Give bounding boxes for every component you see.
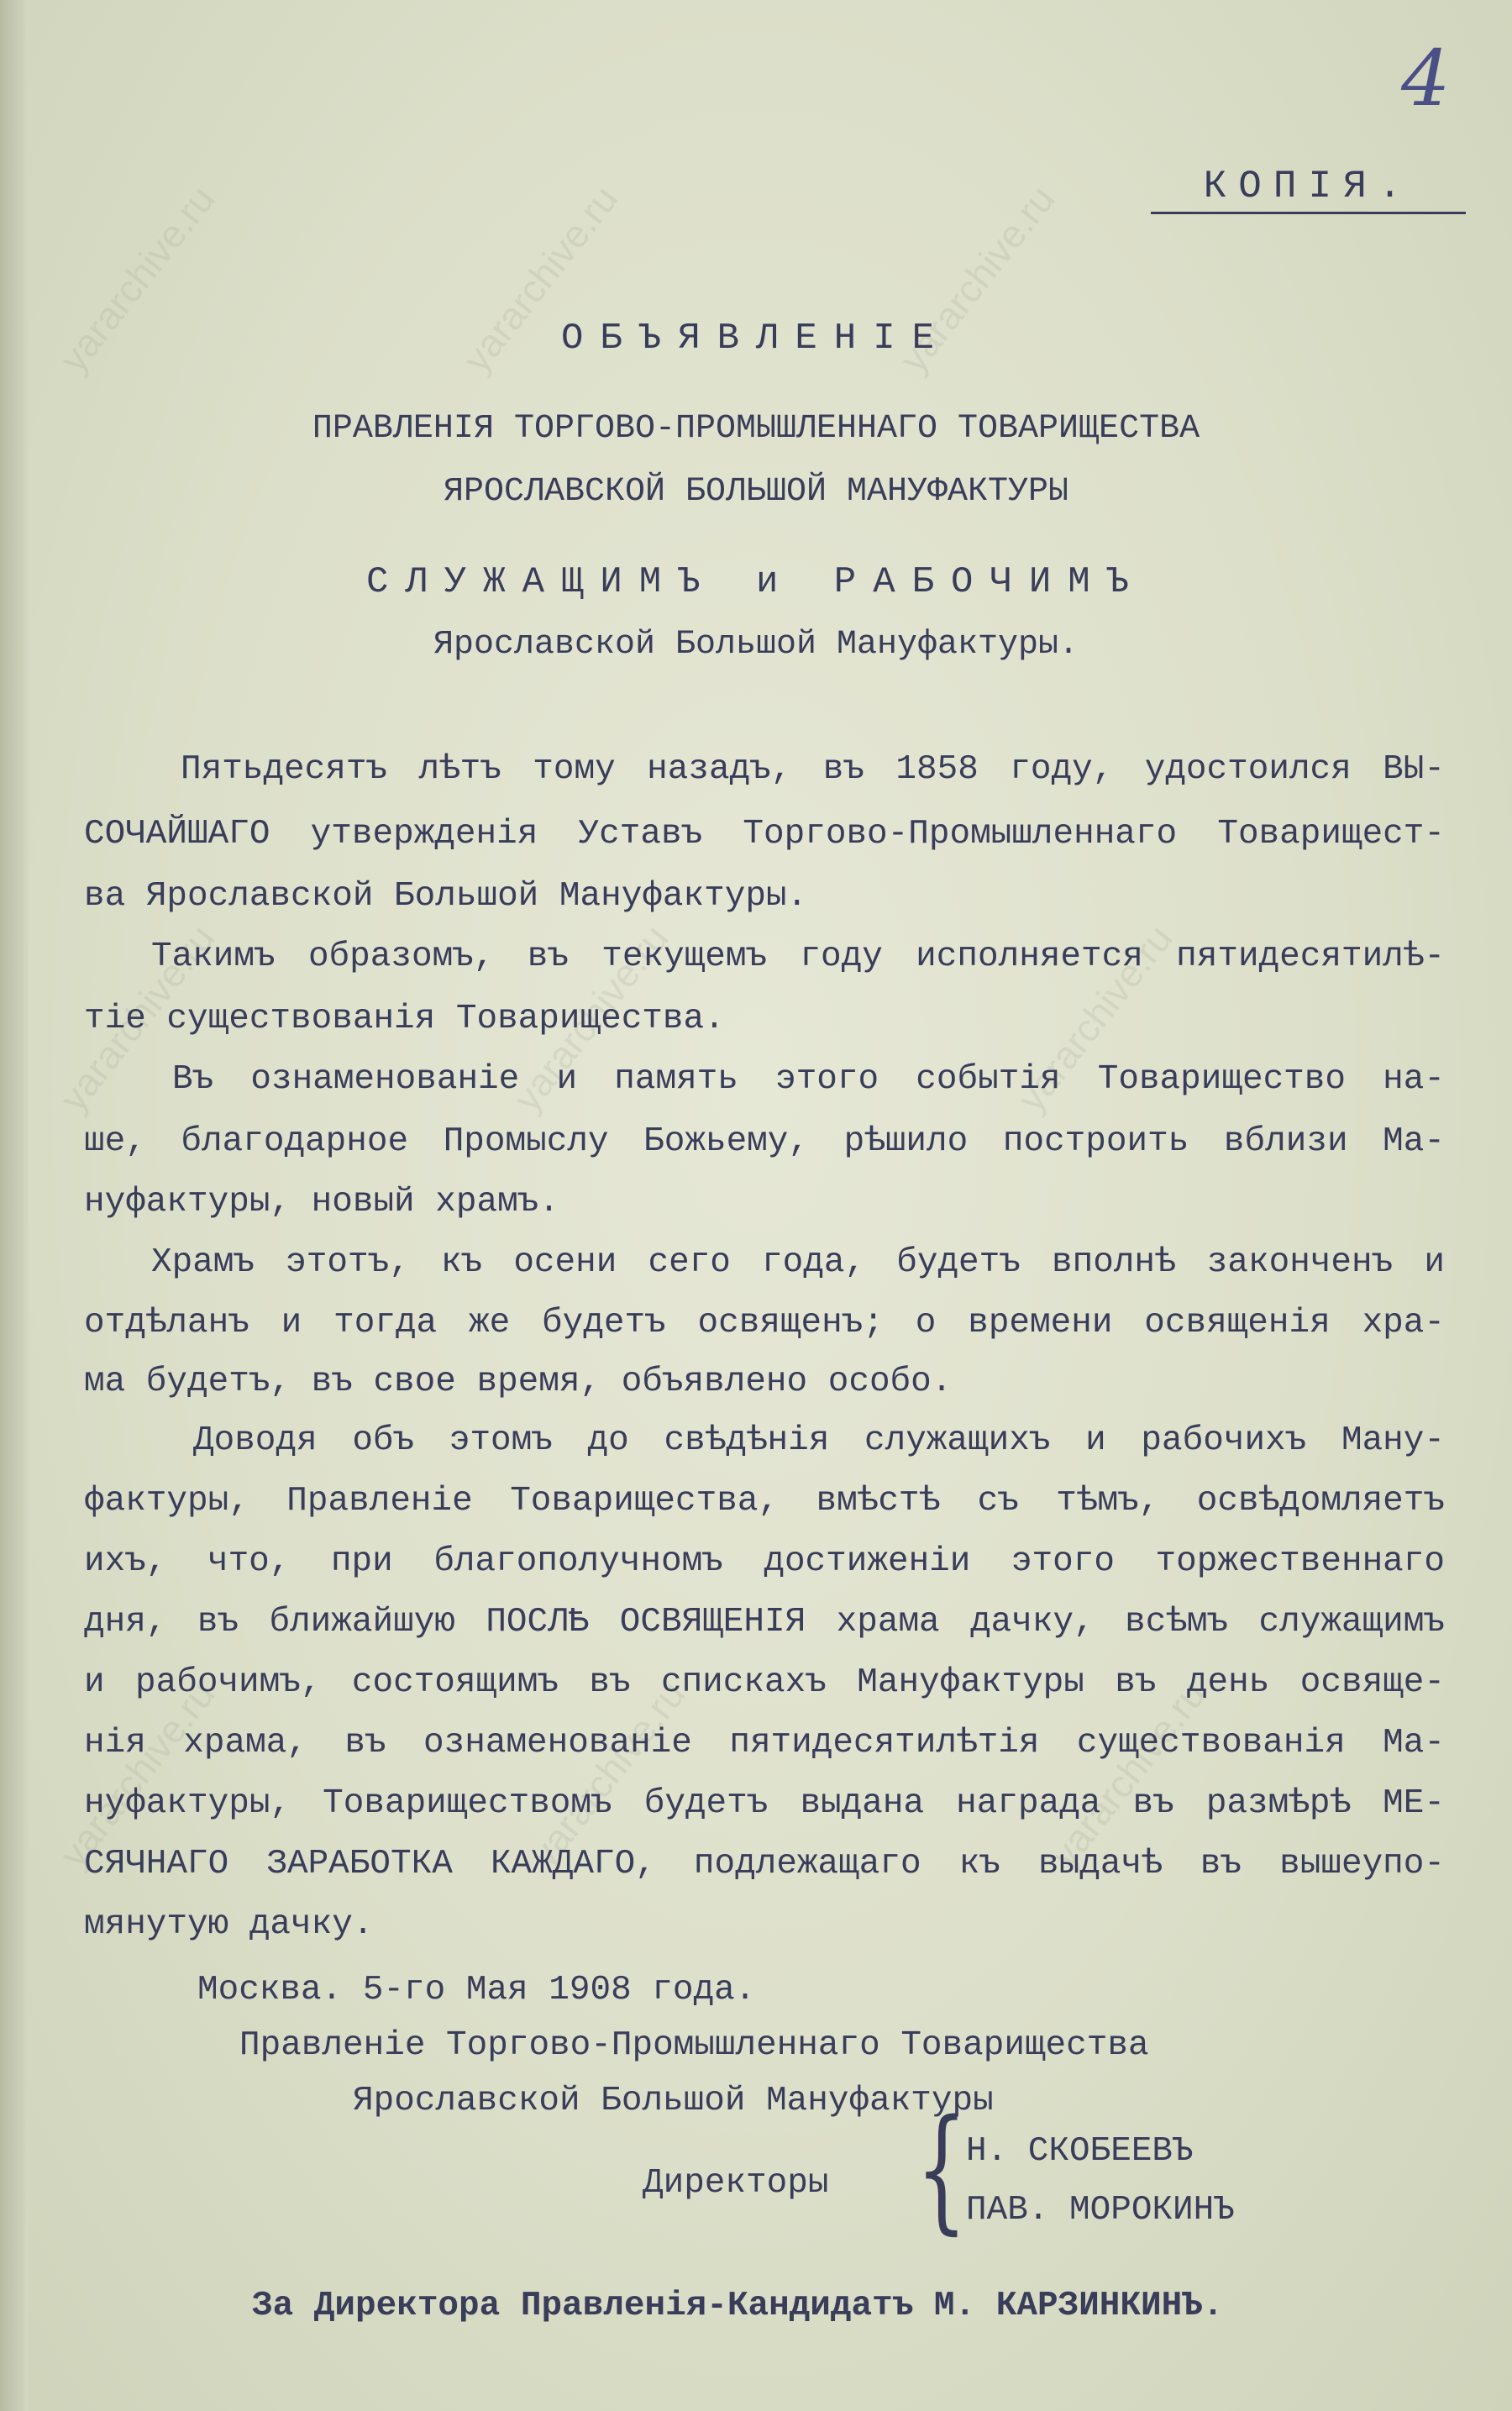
body-line: ма будетъ, въ свое время, объявлено особо. [84,1363,953,1401]
body-line: Въ ознаменованіе и память этого событія Товарищество на- [172,1060,1445,1099]
body-line: нія храма, въ ознаменованіе пятидесятилѣтія существованія Ма- [84,1724,1445,1762]
body-line: Пятьдесятъ лѣтъ тому назадъ, въ 1858 году, удостоился ВЫ- [181,750,1445,789]
body-line: и рабочимъ, состоящимъ въ спискахъ Мануфактуры въ день освяще- [84,1663,1445,1702]
watermark-text: yararchive.ru [454,177,627,381]
page-edge [0,0,29,2411]
addressee-line-2: Ярославской Большой Мануфактуры. [433,626,1079,664]
issuer-line-2: ЯРОСЛАВСКОЙ БОЛЬШОЙ МАНУФАКТУРЫ [443,473,1069,511]
board-line-1: Правленіе Торгово-Промышленнаго Товарищества [239,2026,1149,2065]
document-title: ОБЪЯВЛЕНІЕ [560,318,952,360]
acting-director-line: За Директора Правленія-Кандидатъ М. КАРЗИНКИНЪ. [252,2287,1224,2325]
body-line: ихъ, что, при благополучномъ достиженіи этого торжественнаго [84,1542,1445,1581]
director-2: ПАВ. МОРОКИНЪ [966,2191,1235,2230]
watermark-text: yararchive.ru [50,1673,223,1876]
watermark-text: yararchive.ru [50,177,223,381]
body-line: Храмъ этотъ, къ осени сего года, будетъ вполнѣ законченъ и [151,1243,1445,1282]
body-line: отдѣланъ и тогда же будетъ освященъ; о времени освященія хра- [84,1304,1445,1342]
copy-mark: КОПІЯ. [1151,165,1466,214]
body-line: мянутую дачку. [84,1905,374,1944]
watermark-text: yararchive.ru [50,917,223,1120]
body-line: фактуры, Правленіе Товарищества, вмѣстѣ съ тѣмъ, освѣдомляетъ [84,1482,1445,1521]
body-line: нуфактуры, новый храмъ. [84,1183,559,1221]
watermark-text: yararchive.ru [504,917,677,1120]
body-line: СОЧАЙШАГО утвержденія Уставъ Торгово-Промышленнаго Товарищест- [84,815,1445,854]
body-line: Такимъ образомъ, въ текущемъ году исполняется пятидесятилѣ- [151,938,1445,976]
directors-label: Директоры [643,2164,829,2203]
body-line: тіе существованія Товарищества. [84,1000,725,1038]
board-line-2: Ярославской Большой Мануфактуры [353,2082,994,2120]
body-line: нуфактуры, Товариществомъ будетъ выдана награда въ размѣрѣ МЕ- [84,1784,1445,1823]
body-line: ше, благодарное Промыслу Божьему, рѣшило построить вблизи Ма- [84,1122,1445,1161]
body-line: дня, въ ближайшую ПОСЛѢ ОСВЯЩЕНІЯ храма дачку, всѣмъ служащимъ [84,1603,1445,1641]
body-line: СЯЧНАГО ЗАРАБОТКА КАЖДАГО, подлежащаго къ выдачѣ въ вышеупо- [84,1845,1445,1883]
body-line: Доводя объ этомъ до свѣдѣнія служащихъ и рабочихъ Ману- [193,1421,1445,1460]
watermark-text: yararchive.ru [890,177,1063,381]
folio-number: 4 [1401,34,1451,123]
director-1: Н. СКОБЕЕВЪ [966,2132,1194,2171]
issuer-line-1: ПРАВЛЕНІЯ ТОРГОВО-ПРОМЫШЛЕННАГО ТОВАРИЩЕСТВА [312,410,1200,448]
date-line: Москва. 5-го Мая 1908 года. [197,1971,756,2009]
watermark-text: yararchive.ru [1008,917,1181,1120]
addressee-line-1: СЛУЖАЩИМЪ и РАБОЧИМЪ [365,561,1147,603]
body-line: ва Ярославской Большой Мануфактуры. [84,877,808,916]
signature-brace: { [916,2090,968,2247]
watermark-text: yararchive.ru [521,1673,694,1876]
watermark-text: yararchive.ru [1042,1673,1215,1876]
